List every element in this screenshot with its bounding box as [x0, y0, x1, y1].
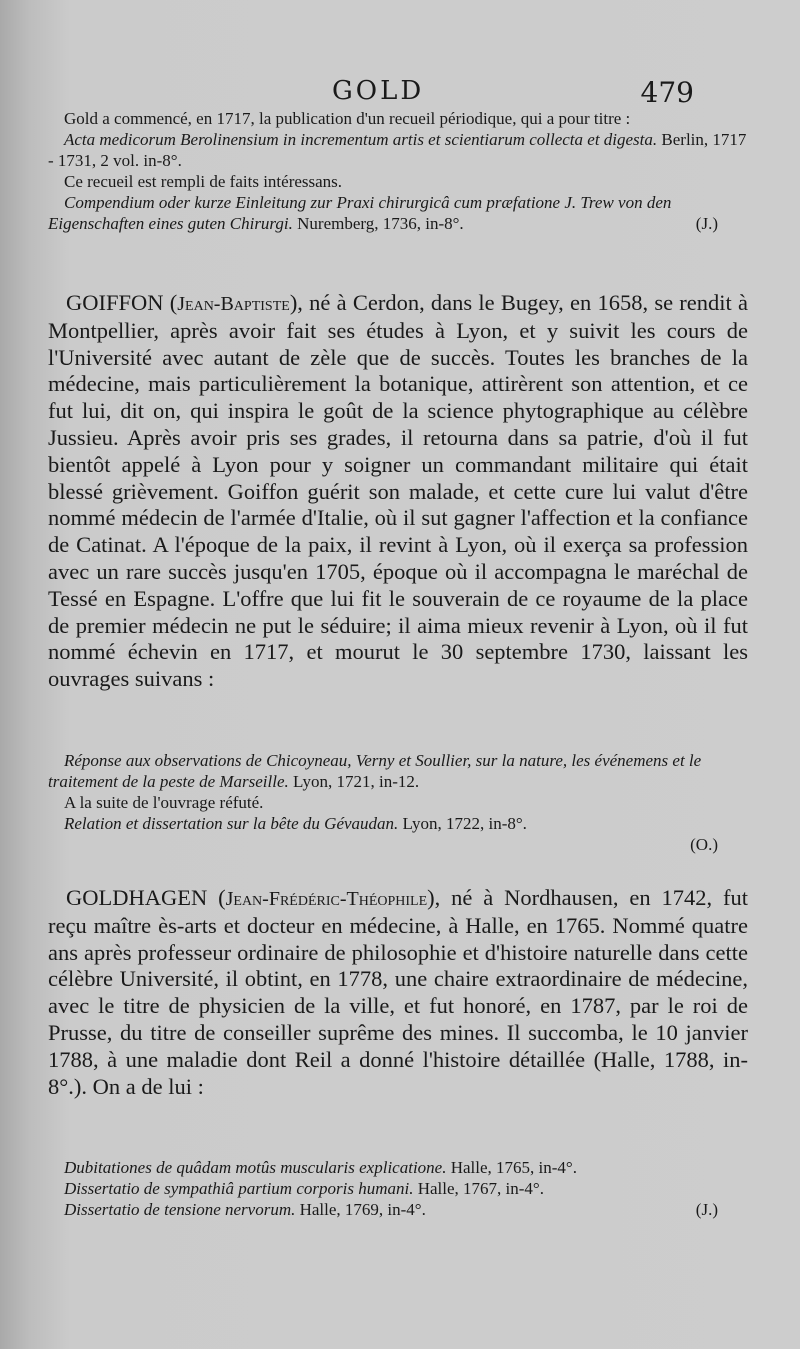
goldhagen-paragraph: GOLDHAGEN (Jean-Frédéric-Théophile), né à Nordhausen, en 1742, fut reçu maître ès-arts et docteur en médecine, à Halle, en 1765. Nommé quatre ans après professeur ordinaire de philosophie et d'histoire naturelle dans cette célèbre Université, il obtint, en 1778, une chaire extraordinaire de médecine, avec le titre de physicien de la ville, et fut honoré, en 1787, par le roi de Prusse, du titre de conseiller suprême des mines. Il succomba, le 10 janvier 1788, à une maladie dont Reil a donné l'histoire détaillée (Halle, 1788, in-8°.). On a de lui : [48, 885, 748, 1099]
gold-work-2: Compendium oder kurze Einleitung zur Praxi chirurgicâ cum præfatione J. Trew von den Eigenschaften eines guten Chirurgi. Nuremberg, 1736, in-8°. (J.) [48, 192, 748, 234]
goiffon-signature: (O.) [690, 835, 718, 854]
goldhagen-entry [48, 885, 748, 1100]
goiffon-entry [48, 290, 748, 693]
gold-signature: (J.) [695, 214, 718, 233]
goldhagen-work-2: Dissertatio de sympathiâ partium corporis humani. Halle, 1767, in-4°. [64, 1179, 544, 1198]
page-header [48, 72, 698, 112]
goldhagen-surname: GOLDHAGEN [66, 885, 208, 910]
goiffon-works [48, 750, 748, 855]
goiffon-paragraph: GOIFFON (Jean-Baptiste), né à Cerdon, dans le Bugey, en 1658, se rendit à Montpellier, après avoir fait ses études à Lyon, et y suivit les cours de l'Université avec autant de zèle que de succès. Toutes les branches de la médecine, mais particulièrement la botanique, attirèrent son attention, et ce fut lui, dit on, qui inspira le goût de la science phytographique au célèbre Jussieu. Après avoir pris ses grades, il retourna dans sa patrie, d'où il fut bientôt appelé à Lyon pour y soigner un commandant militaire qui était blessé grièvement. Goiffon guérit son malade, et cette cure lui valut d'être nommé médecin de l'armée d'Italie, où il sut gagner l'affection et la confiance de Catinat. A l'époque de la paix, il revint à Lyon, où il exerça sa profession avec un rare succès jusqu'en 1705, époque où il accompagna le maréchal de Tessé en Espagne. L'offre que lui fit le souverain de ce royaume de la place de premier médecin ne put le séduire; il aima mieux revenir à Lyon, où il fut nommé échevin en 1717, et mourut le 30 septembre 1730, laissant les ouvrages suivans : [48, 290, 748, 692]
gold-entry-continuation [48, 108, 748, 234]
goldhagen-work-1: Dubitationes de quâdam motûs muscularis explicatione. Halle, 1765, in-4°. [64, 1158, 577, 1177]
goiffon-note: A la suite de l'ouvrage réfuté. [64, 793, 264, 812]
gold-note: Ce recueil est rempli de faits intéressans. [64, 172, 343, 191]
gold-intro: Gold a commencé, en 1717, la publication d'un recueil périodique, qui a pour titre : [64, 109, 631, 128]
goldhagen-work-3: Dissertatio de tensione nervorum. Halle, 1769, in-4°. (J.) [48, 1199, 748, 1220]
goldhagen-signature: (J.) [695, 1200, 718, 1219]
goiffon-work-2: Relation et dissertation sur la bête du Gévaudan. Lyon, 1722, in-8°. [64, 814, 527, 833]
goldhagen-works [48, 1157, 748, 1220]
goiffon-surname: GOIFFON [66, 290, 164, 315]
running-head: GOLD [332, 76, 425, 106]
goldhagen-given-names: Jean-Frédéric-Théophile [225, 888, 428, 910]
page-number: 479 [640, 76, 694, 109]
goiffon-work-1: Réponse aux observations de Chicoyneau, Verny et Soullier, sur la nature, les événemens et le traitement de la peste de Marseille. Lyon, 1721, in-12. [48, 751, 702, 791]
goiffon-given-names: Jean-Baptiste [177, 293, 290, 315]
gold-work-1: Acta medicorum Berolinensium in incrementum artis et scientiarum collecta et digesta. Berlin, 1717 - 1731, 2 vol. in-8°. [48, 130, 747, 170]
